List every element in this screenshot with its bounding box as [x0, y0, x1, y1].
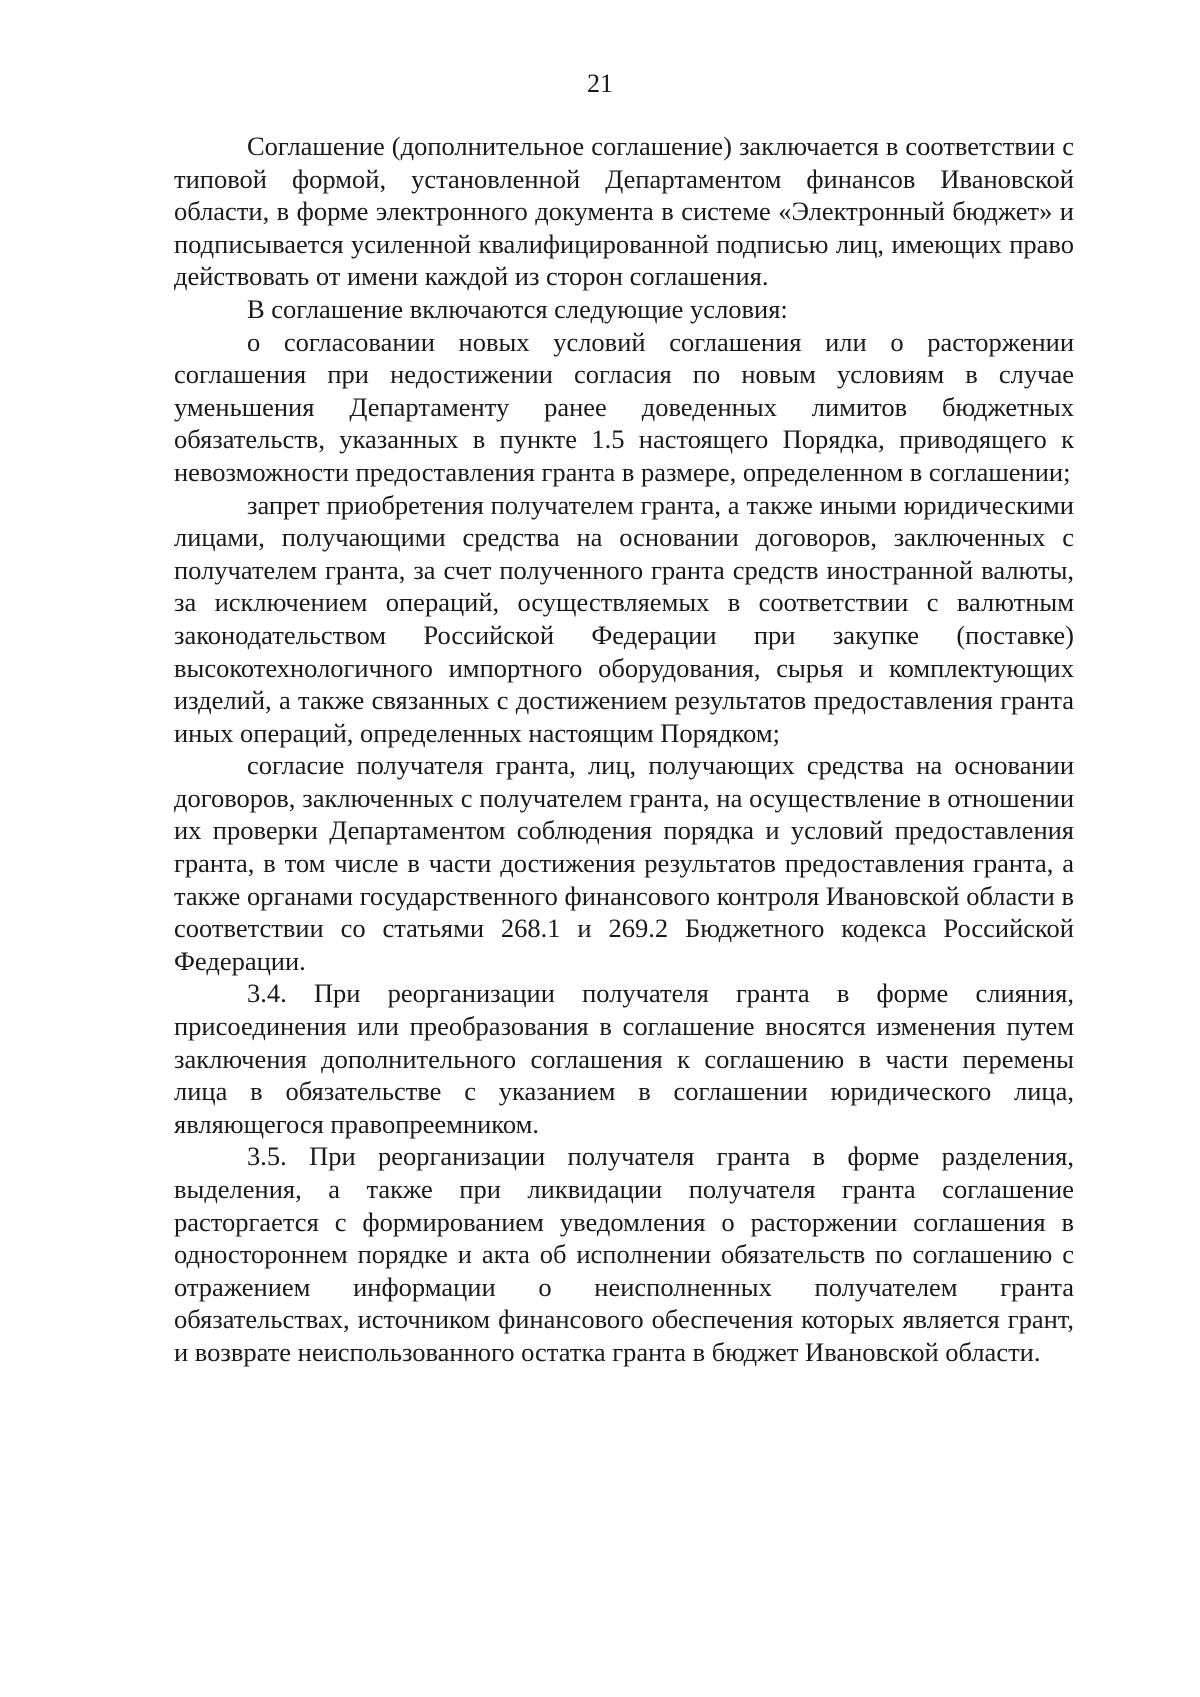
page-number: 21 — [587, 69, 613, 98]
paragraph-conditions-intro: В соглашение включаются следующие условия: — [247, 293, 788, 324]
paragraph-agreement-form: Соглашение (дополнительное соглашение) заключается в соответствии с типовой формой, установленной Департаментом финансов Ивановской области, в форме электронного документа в системе «Электронный бюджет» и подписывается усиленной квалифицированной подписью лиц, имеющих право действовать от имени каждой из сторон соглашения. — [174, 131, 1074, 292]
paragraph-inspection-consent: согласие получателя гранта, лиц, получающих средства на основании договоров, заключенных с получателем гранта, на осуществление в отношении их проверки Департаментом соблюдения порядка и условий предоставления гранта, в том числе в части достижения результатов предоставления гранта, а также органами государственного финансового контроля Ивановской области в соответствии со статьями 268.1 и 269.2 Бюджетного кодекса Российской Федерации. — [174, 750, 1074, 976]
paragraph-3-5-termination: 3.5. При реорганизации получателя гранта в форме разделения, выделения, а также при ликвидации получателя гранта соглашение расторгается с формированием уведомления о расторжении соглашения в одностороннем порядке и акта об исполнении обязательств по соглашению с отражением информации о неисполненных получателем гранта обязательствах, источником финансового обеспечения которых является грант, и возврате неиспользованного остатка гранта в бюджет Ивановской области. — [174, 1141, 1074, 1367]
paragraph-new-conditions: о согласовании новых условий соглашения или о расторжении соглашения при недостижении согласия по новым условиям в случае уменьшения Департаменту ранее доведенных лимитов бюджетных обязательств, указанных в пункте 1.5 настоящего Порядка, приводящего к невозможности предоставления гранта в размере, определенном в соглашении; — [174, 326, 1074, 487]
paragraph-3-4-reorganization: 3.4. При реорганизации получателя гранта в форме слияния, присоединения или преобразования в соглашение вносятся изменения путем заключения дополнительного соглашения к соглашению в части перемены лица в обязательстве с указанием в соглашении юридического лица, являющегося правопреемником. — [174, 978, 1074, 1139]
paragraph-currency-ban: запрет приобретения получателем гранта, а также иными юридическими лицами, получающими средства на основании договоров, заключенных с получателем гранта, за счет полученного гранта средств иностранной валюты, за исключением операций, осуществляемых в соответствии с валютным законодательством Российской Федерации при закупке (поставке) высокотехнологичного импортного оборудования, сырья и комплектующих изделий, а также связанных с достижением результатов предоставления гранта иных операций, определенных настоящим Порядком; — [174, 489, 1074, 748]
document-body — [174, 130, 1074, 1369]
